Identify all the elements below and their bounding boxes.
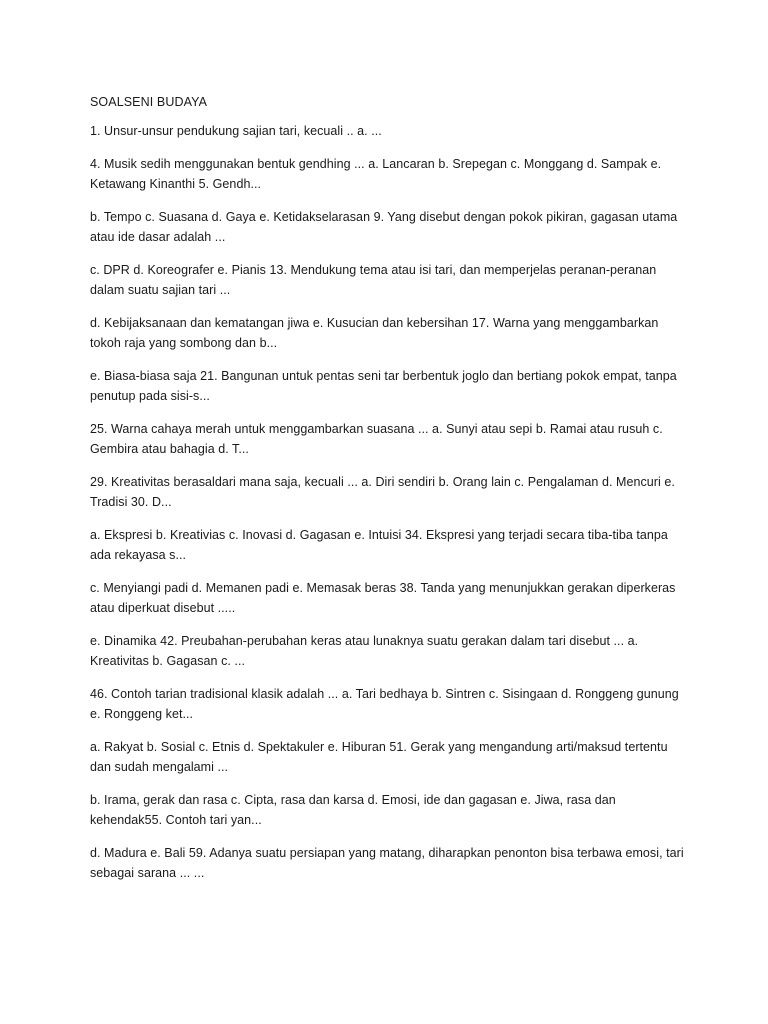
paragraph: 46. Contoh tarian tradisional klasik adalah ... a. Tari bedhaya b. Sintren c. Sisingaan d. Ronggeng gunung e. Ronggeng ket... (90, 687, 679, 721)
paragraph: e. Dinamika 42. Preubahan-perubahan keras atau lunaknya suatu gerakan dalam tari disebut ... a. Kreativitas b. Gagasan c. ... (90, 634, 639, 668)
document-title: SOALSENI BUDAYA (90, 95, 208, 109)
paragraph: a. Rakyat b. Sosial c. Etnis d. Spektakuler e. Hiburan 51. Gerak yang mengandung arti/maksud tertentu dan sudah mengalami ... (90, 740, 668, 774)
document-page (90, 93, 690, 896)
paragraph: 4. Musik sedih menggunakan bentuk gendhing ... a. Lancaran b. Srepegan c. Monggang d. Sampak e. Ketawang Kinanthi 5. Gendh... (90, 157, 662, 191)
paragraph: e. Biasa-biasa saja 21. Bangunan untuk pentas seni tar berbentuk joglo dan bertiang pokok empat, tanpa penutup pada sisi-s... (90, 369, 677, 403)
paragraph: c. DPR d. Koreografer e. Pianis 13. Mendukung tema atau isi tari, dan memperjelas peranan-peranan dalam suatu sajian tari ... (90, 263, 657, 297)
paragraph-list (90, 121, 690, 883)
paragraph: 1. Unsur-unsur pendukung sajian tari, kecuali .. a. ... (90, 124, 382, 138)
paragraph: 29. Kreativitas berasaldari mana saja, kecuali ... a. Diri sendiri b. Orang lain c. Pengalaman d. Mencuri e. Tradisi 30. D... (90, 475, 675, 509)
paragraph: d. Kebijaksanaan dan kematangan jiwa e. Kusucian dan kebersihan 17. Warna yang menggambarkan tokoh raja yang sombong dan b... (90, 316, 659, 350)
paragraph: c. Menyiangi padi d. Memanen padi e. Memasak beras 38. Tanda yang menunjukkan gerakan diperkeras atau diperkuat disebut ..... (90, 581, 676, 615)
paragraph: b. Irama, gerak dan rasa c. Cipta, rasa dan karsa d. Emosi, ide dan gagasan e. Jiwa, rasa dan kehendak55. Contoh tari yan... (90, 793, 616, 827)
paragraph: b. Tempo c. Suasana d. Gaya e. Ketidakselarasan 9. Yang disebut dengan pokok pikiran, gagasan utama atau ide dasar adalah ... (90, 210, 678, 244)
paragraph: a. Ekspresi b. Kreativias c. Inovasi d. Gagasan e. Intuisi 34. Ekspresi yang terjadi secara tiba-tiba tanpa ada rekayasa s... (90, 528, 668, 562)
paragraph: d. Madura e. Bali 59. Adanya suatu persiapan yang matang, diharapkan penonton bisa terbawa emosi, tari sebagai sarana ... ... (90, 846, 684, 880)
paragraph: 25. Warna cahaya merah untuk menggambarkan suasana ... a. Sunyi atau sepi b. Ramai atau rusuh c. Gembira atau bahagia d. T... (90, 422, 663, 456)
